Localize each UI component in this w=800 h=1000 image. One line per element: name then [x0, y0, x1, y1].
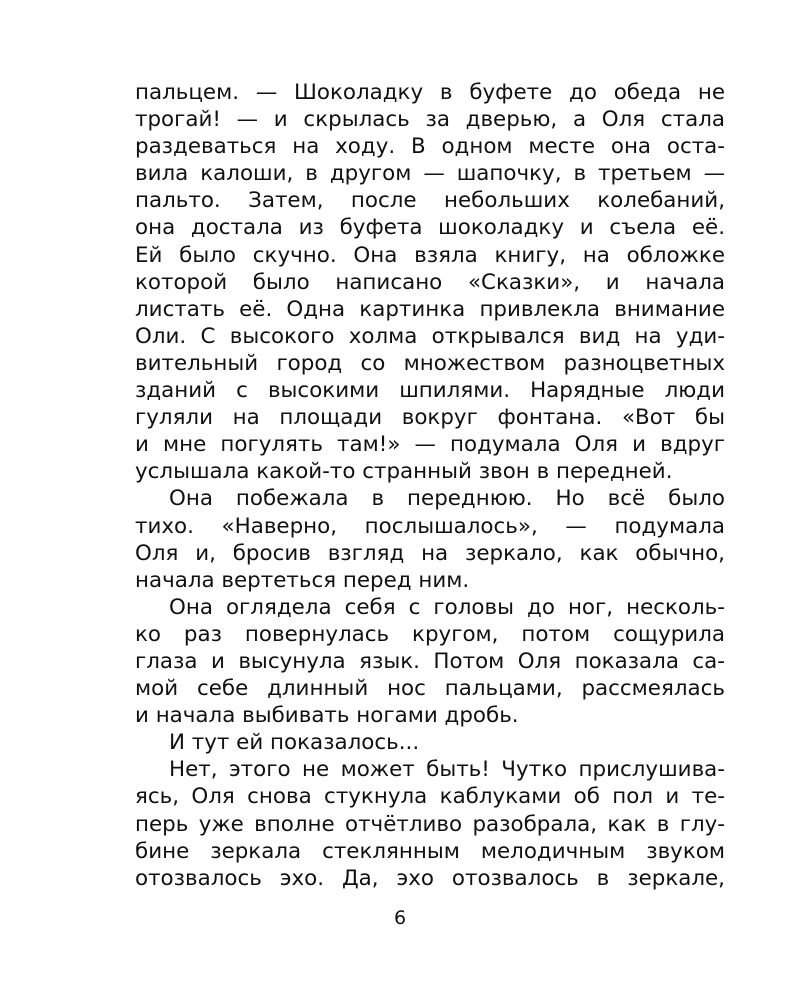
page-number: 6	[393, 907, 407, 929]
text-line: и мне погулять там!» — подумала Оля и вдруг	[135, 432, 725, 458]
text-line: бине зеркала стеклянным мелодичным звуком	[135, 838, 725, 864]
text-line: глаза и высунула язык. Потом Оля показала са-	[135, 648, 725, 674]
text-line: Нет, этого не может быть! Чутко прислушива-	[169, 757, 725, 783]
text-line: гуляли на площади вокруг фонтана. «Вот бы	[135, 405, 725, 431]
text-line: мой себе длинный нос пальцами, рассмеялась	[135, 676, 725, 702]
text-line: которой было написано «Сказки», и начала	[135, 269, 725, 295]
text-line: начала вертеться перед ним.	[135, 567, 470, 593]
text-line: и начала выбивать ногами дробь.	[135, 703, 519, 729]
text-line: Она оглядела себя с головы до ног, несколь-	[169, 594, 725, 620]
text-line: ко раз повернулась кругом, потом сощурила	[135, 621, 725, 647]
text-line: листать её. Одна картинка привлекла внимание	[135, 296, 725, 322]
text-line: И тут ей показалось...	[169, 730, 420, 756]
text-line: трогай! — и скрылась за дверью, а Оля стала	[135, 107, 725, 133]
text-line: пальцем. — Шоколадку в буфете до обеда не	[135, 80, 725, 105]
text-line: Ей было скучно. Она взяла книгу, на обложке	[135, 242, 725, 268]
text-line: отозвалось эхо. Да, эхо отозвалось в зеркале,	[135, 865, 725, 891]
text-line: вила калоши, в другом — шапочку, в третьем —	[135, 161, 725, 187]
text-line: раздеваться на ходу. В одном месте она оста-	[135, 134, 725, 160]
body-text	[135, 79, 725, 892]
text-line: зданий с высокими шпилями. Нарядные люди	[135, 378, 725, 404]
text-line: услышала какой-то странный звон в передней.	[135, 459, 673, 485]
text-line: вительный город со множеством разноцветных	[135, 350, 725, 376]
text-line: Она побежала в переднюю. Но всё было	[169, 486, 725, 512]
text-line: Оля и, бросив взгляд на зеркало, как обычно,	[135, 540, 725, 566]
text-line: ясь, Оля снова стукнула каблуками об пол и те-	[135, 784, 725, 810]
text-line: пальто. Затем, после небольших колебаний,	[135, 188, 725, 214]
text-line: Оли. С высокого холма открывался вид на уди-	[135, 323, 725, 349]
text-line: перь уже вполне отчётливо разобрала, как в глу-	[135, 811, 725, 837]
text-line: она достала из буфета шоколадку и съела её.	[135, 215, 725, 241]
text-line: тихо. «Наверно, послышалось», — подумала	[135, 513, 725, 539]
